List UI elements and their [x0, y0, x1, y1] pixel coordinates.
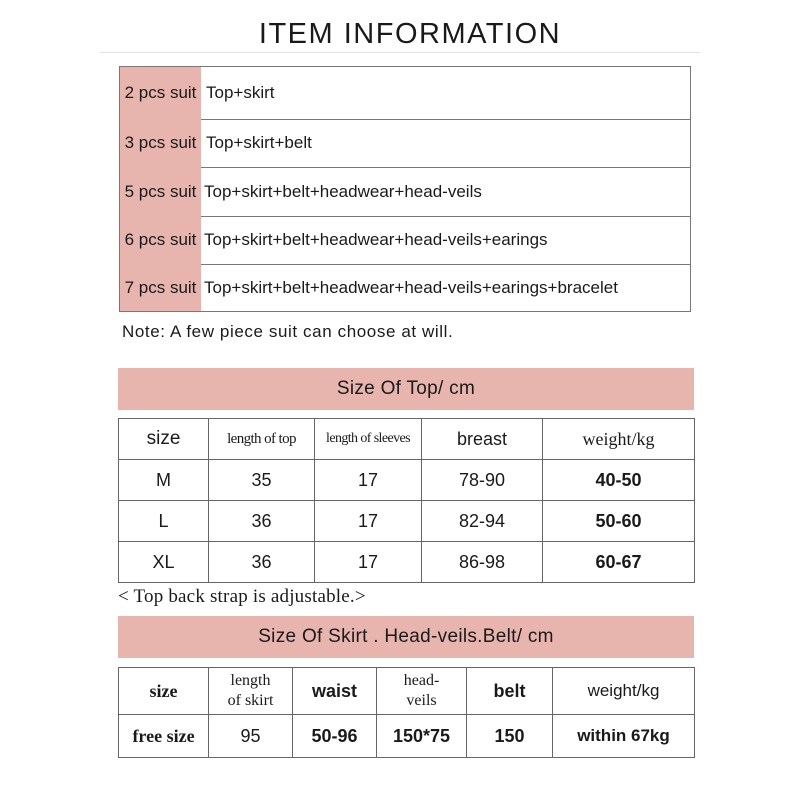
header-cell: size — [119, 419, 209, 460]
header-cell: breast — [422, 419, 543, 460]
skirt-size-heading: Size Of Skirt . Head-veils.Belt/ cm — [118, 616, 694, 658]
note-text: Note: A few piece suit can choose at will. — [122, 322, 454, 341]
suit-row — [120, 216, 690, 265]
title-divider — [100, 52, 700, 53]
top-size-heading: Size Of Top/ cm — [118, 368, 694, 410]
table-cell: within 67kg — [553, 715, 695, 758]
table-cell: 40-50 — [543, 460, 695, 501]
header-cell: size — [119, 668, 209, 715]
header-cell: weight/kg — [553, 668, 695, 715]
suit-content: Top+skirt+belt+headwear+head-veils+earings+bracelet — [204, 277, 618, 297]
table-cell: XL — [119, 542, 209, 583]
table-header-row — [119, 668, 695, 715]
suit-row — [120, 67, 690, 120]
table-row — [119, 501, 695, 542]
suit-label: 6 pcs suit — [120, 216, 201, 264]
table-cell: 150*75 — [377, 715, 467, 758]
header-cell: length of skirt — [209, 668, 293, 715]
table-cell: M — [119, 460, 209, 501]
table-cell: 17 — [315, 460, 422, 501]
suit-content: Top+skirt — [206, 83, 275, 102]
suit-label: 2 pcs suit — [120, 67, 201, 119]
suit-content: Top+skirt+belt+headwear+head-veils+earings — [204, 230, 548, 249]
table-cell: 50-60 — [543, 501, 695, 542]
header-cell: weight/kg — [543, 419, 695, 460]
table-cell: 17 — [315, 501, 422, 542]
table-row — [119, 542, 695, 583]
table-cell: 86-98 — [422, 542, 543, 583]
table-row — [119, 715, 695, 758]
table-cell: 78-90 — [422, 460, 543, 501]
suit-content: Top+skirt+belt — [206, 133, 312, 152]
header-cell: waist — [293, 668, 377, 715]
header-cell: length of top — [209, 419, 315, 460]
table-row — [119, 460, 695, 501]
suit-label: 7 pcs suit — [120, 264, 201, 311]
suit-row — [120, 119, 690, 168]
suit-content: Top+skirt+belt+headwear+head-veils — [204, 181, 482, 201]
header-cell: belt — [467, 668, 553, 715]
suit-label: 5 pcs suit — [120, 167, 201, 216]
page-title: ITEM INFORMATION — [258, 18, 562, 50]
table-cell: L — [119, 501, 209, 542]
header-cell: length of sleeves — [315, 419, 422, 460]
top-size-table — [118, 418, 695, 583]
table-cell: free size — [119, 715, 209, 758]
header-cell: head- veils — [377, 668, 467, 715]
table-cell: 17 — [315, 542, 422, 583]
suit-label: 3 pcs suit — [120, 119, 201, 167]
table-cell: 35 — [209, 460, 315, 501]
suit-table — [119, 66, 691, 312]
table-cell: 36 — [209, 542, 315, 583]
table-cell: 50-96 — [293, 715, 377, 758]
table-cell: 82-94 — [422, 501, 543, 542]
suit-row — [120, 264, 690, 311]
strap-note: < Top back strap is adjustable.> — [118, 586, 366, 607]
table-header-row — [119, 419, 695, 460]
table-cell: 36 — [209, 501, 315, 542]
suit-row — [120, 167, 690, 217]
table-cell: 60-67 — [543, 542, 695, 583]
table-cell: 150 — [467, 715, 553, 758]
table-cell: 95 — [209, 715, 293, 758]
skirt-size-table — [118, 667, 695, 758]
